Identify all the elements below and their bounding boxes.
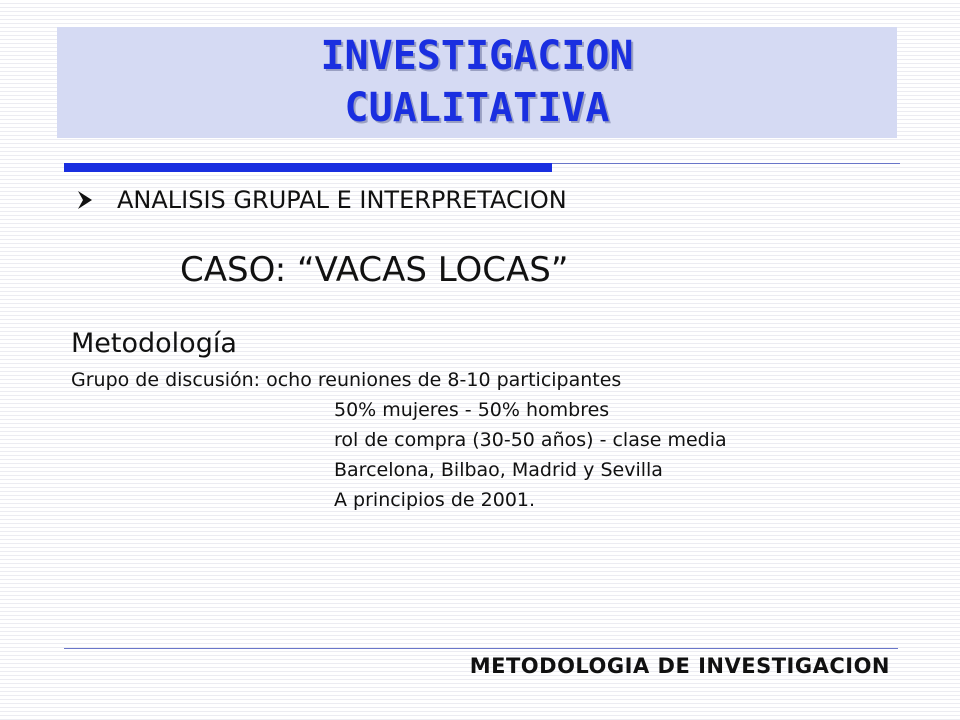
bullet-text: ANALISIS GRUPAL E INTERPRETACION	[117, 186, 567, 214]
method-line: rol de compra (30-50 años) - clase media	[334, 429, 727, 451]
arrow-bullet-icon	[75, 189, 95, 211]
slide-title-line-2: CUALITATIVA	[344, 85, 610, 131]
top-divider	[552, 163, 900, 164]
method-line: Barcelona, Bilbao, Madrid y Sevilla	[334, 459, 663, 481]
method-heading: Metodología	[71, 328, 237, 359]
case-title: CASO: “VACAS LOCAS”	[180, 250, 569, 290]
method-line: Grupo de discusión: ocho reuniones de 8-10 participantes	[71, 369, 622, 391]
footer-text: METODOLOGIA DE INVESTIGACION	[469, 654, 890, 678]
bottom-divider	[64, 648, 898, 649]
method-line: A principios de 2001.	[334, 489, 536, 511]
method-line: 50% mujeres - 50% hombres	[334, 399, 610, 421]
slide-title-line-1: INVESTIGACION	[320, 33, 634, 79]
bullet-item	[75, 186, 567, 214]
accent-bar	[64, 163, 552, 172]
